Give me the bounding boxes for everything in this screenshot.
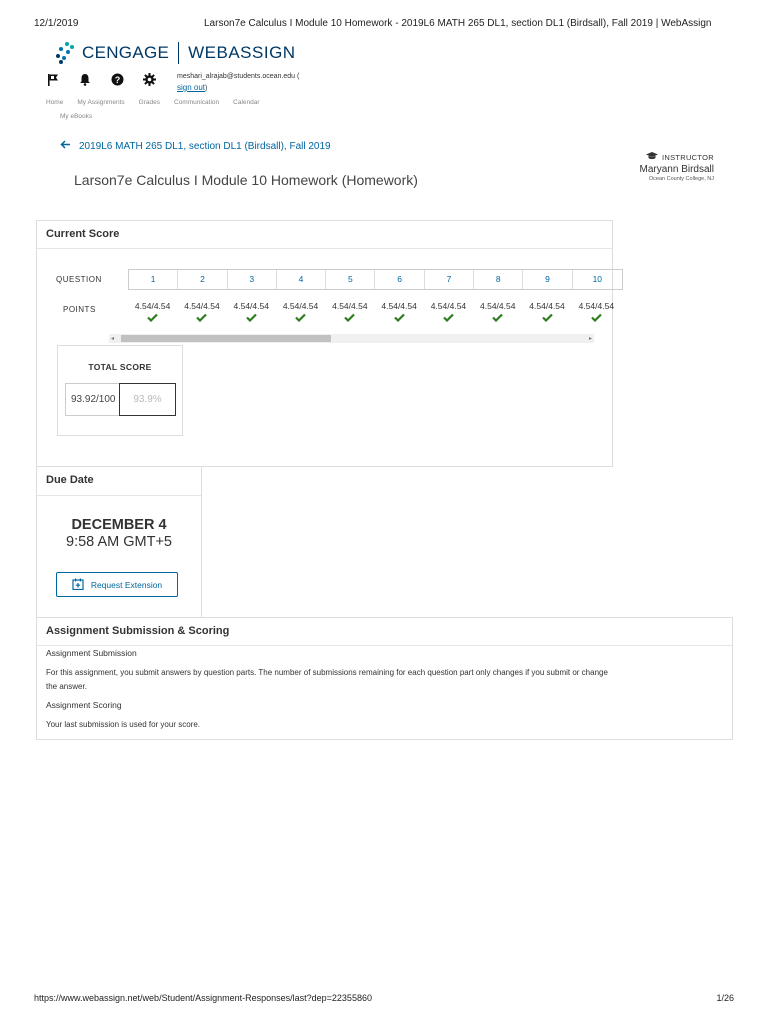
nav-communication[interactable]: Communication [174,99,220,106]
question-link[interactable]: 10 [592,274,603,284]
scroll-right-icon[interactable]: ▸ [588,336,592,342]
brand-logo[interactable] [56,42,296,64]
instructor-info [640,152,714,182]
points-cell [325,301,374,322]
scoring-subtitle: Assignment Scoring [46,700,122,710]
instructor-name: Maryann Birdsall [639,164,714,175]
checkmark-icon [542,313,553,322]
question-link[interactable]: 4 [277,270,326,289]
flag-icon[interactable] [46,72,60,86]
submission-scoring-card [36,617,733,740]
horizontal-scrollbar[interactable] [109,334,594,343]
due-date-heading: Due Date [46,474,94,486]
logo-divider [178,42,179,64]
toolbar-icons [46,72,156,86]
nav-home[interactable]: Home [46,99,64,106]
due-date-value: DECEMBER 4 [71,517,167,533]
question-link[interactable]: 2 [178,270,227,289]
question-link[interactable]: 9 [523,270,572,289]
request-extension-button[interactable] [56,572,178,597]
print-date: 12/1/2019 [34,18,79,29]
footer-url: https://www.webassign.net/web/Student/Assignment-Responses/last?dep=22355860 [34,993,372,1003]
points-cell [424,301,473,322]
question-link[interactable]: 8 [474,270,523,289]
checkmark-icon [394,313,405,322]
total-score-value: 93.92/100 [65,383,120,416]
checkmark-icon [295,313,306,322]
webassign-wordmark: WEBASSIGN [188,43,296,62]
question-link[interactable]: 7 [425,270,474,289]
user-info [177,71,299,94]
points-row [56,301,621,322]
question-link[interactable]: 3 [228,270,277,289]
points-cell [177,301,226,322]
submission-heading: Assignment Submission & Scoring [46,625,230,637]
main-nav [46,99,274,106]
points-value: 4.54/4.54 [381,301,417,311]
calendar-plus-icon [72,578,84,592]
instructor-school: Ocean County College, NJ [648,176,714,182]
bell-icon[interactable] [78,72,92,86]
breadcrumb-course-link[interactable]: 2019L6 MATH 265 DL1, section DL1 (Birdsall), Fall 2019 [79,140,331,152]
points-label: POINTS [63,305,96,314]
help-icon[interactable] [110,72,124,86]
svg-text:?: ? [114,74,120,85]
total-score-label: TOTAL SCORE [88,362,152,372]
current-score-card [36,220,613,467]
points-value: 4.54/4.54 [430,301,467,311]
points-value: 4.54/4.54 [184,301,220,311]
points-value: 4.54/4.54 [134,301,171,311]
sign-out-link[interactable]: sign out [177,83,206,92]
points-value: 4.54/4.54 [578,301,615,311]
nav-my-assignments[interactable]: My Assignments [77,99,125,106]
user-email: meshari_alrajab@students.ocean.edu ( [177,73,300,80]
page-title: Larson7e Calculus I Module 10 Homework (Homework) [74,172,418,188]
points-cell [522,301,571,322]
gear-icon[interactable] [142,72,156,86]
points-cells [128,301,621,322]
question-row [56,269,623,290]
checkmark-icon [344,313,355,322]
points-value: 4.54/4.54 [282,301,319,311]
nav-grades[interactable]: Grades [138,99,160,106]
total-score-percent: 93.9% [119,383,176,416]
question-link[interactable]: 6 [375,270,424,289]
due-time-value: 9:58 AM GMT+5 [66,534,172,550]
points-cell [374,301,423,322]
total-score-box [57,345,183,436]
request-extension-label: Request Extension [90,579,163,590]
points-cell [276,301,325,322]
print-footer [34,993,734,1003]
checkmark-icon [591,313,602,322]
points-cell [473,301,522,322]
print-header [34,18,734,29]
due-date-card [36,466,202,619]
scoring-text: Your last submission is used for your score. [46,720,200,729]
print-title: Larson7e Calculus I Module 10 Homework - 2019L6 MATH 265 DL1, section DL1 (Birdsall), Fall 2019 | WebAssign [204,18,712,29]
question-link[interactable]: 5 [326,270,375,289]
checkmark-icon [196,313,207,322]
checkmark-icon [443,313,454,322]
points-value: 4.54/4.54 [529,301,565,311]
scrollbar-thumb[interactable] [121,335,331,342]
points-value: 4.54/4.54 [480,301,516,311]
current-score-heading: Current Score [46,228,120,240]
checkmark-icon [492,313,503,322]
checkmark-icon [246,313,257,322]
points-cell [572,301,621,322]
points-value: 4.54/4.54 [332,301,368,311]
points-cell [128,301,177,322]
divider [37,248,612,249]
graduation-cap-icon [646,152,658,162]
sign-out-paren: ) [205,85,208,92]
breadcrumb[interactable] [60,140,331,152]
arrow-left-icon [60,140,71,152]
points-value: 4.54/4.54 [233,301,269,311]
nav-my-ebooks[interactable]: My eBooks [60,113,93,120]
submission-subtitle: Assignment Submission [46,648,137,658]
question-label: QUESTION [56,275,102,284]
submission-text-line-2: the answer. [46,682,87,691]
nav-calendar[interactable]: Calendar [233,99,260,106]
instructor-label: INSTRUCTOR [661,152,714,162]
scroll-left-icon[interactable]: ◂ [111,336,115,342]
divider [37,495,201,496]
checkmark-icon [147,313,158,322]
cengage-logo-icon [56,42,76,64]
question-tabs [128,269,623,290]
footer-page-number: 1/26 [716,993,734,1003]
cengage-wordmark: CENGAGE [82,43,170,62]
question-link[interactable]: 1 [129,270,178,289]
points-cell [227,301,276,322]
submission-text-line-1: For this assignment, you submit answers by question parts. The number of submissions remaining for each question part only changes if you submit or change [46,668,608,677]
divider [37,645,732,646]
